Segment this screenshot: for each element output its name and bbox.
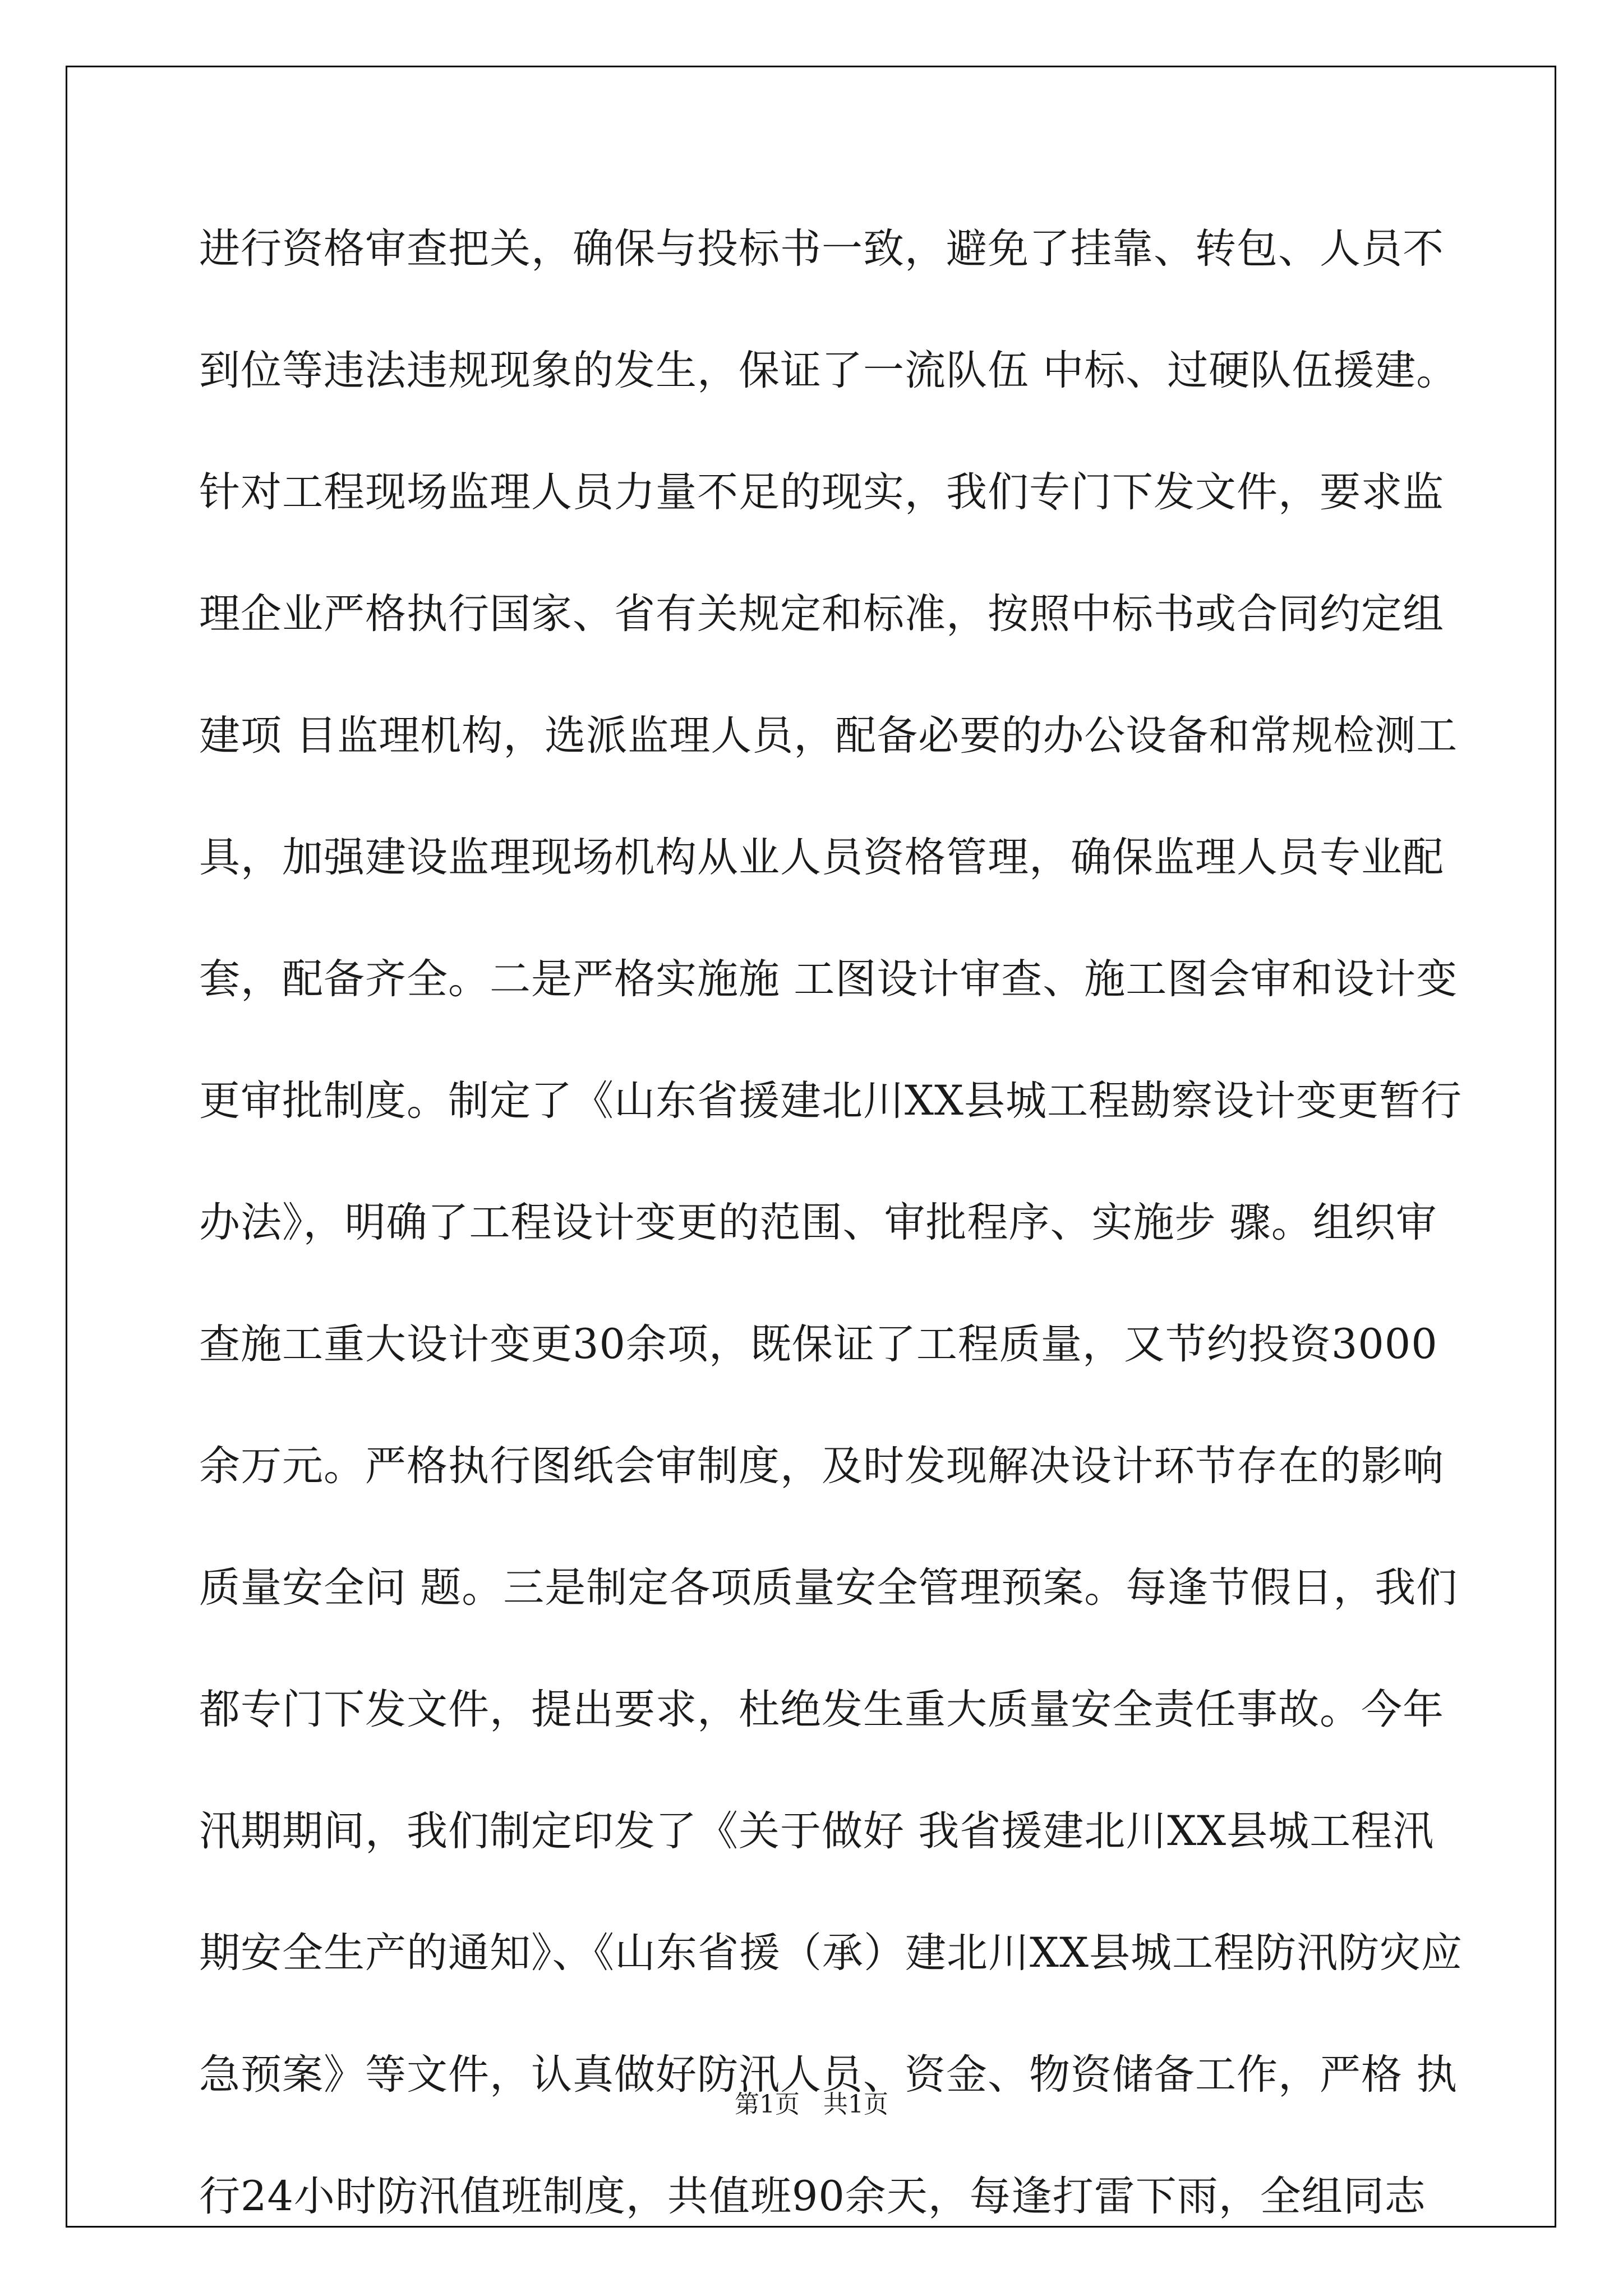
body-line: 都专门下发文件，提出要求，杜绝发生重大质量安全责任事故。今年 xyxy=(199,1686,1444,1733)
body-line: 行24小时防汛值班制度，共值班90余天，每逢打雷下雨，全组同志 xyxy=(199,2173,1426,2220)
document-body xyxy=(199,215,1463,2285)
body-line: 进行资格审查把关，确保与投标书一致，避免了挂靠、转包、人员不 xyxy=(199,225,1444,273)
body-line: 急预案》等文件，认真做好防汛人员、资金、物资储备工作，严格 执 xyxy=(199,2051,1458,2099)
body-line: 理企业严格执行国家、省有关规定和标准，按照中标书或合同约定组 xyxy=(199,590,1444,638)
body-line: 建项 目监理机构，选派监理人员，配备必要的办公设备和常规检测工 xyxy=(199,712,1458,760)
body-line: 具，加强建设监理现场机构从业人员资格管理，确保监理人员专业配 xyxy=(199,834,1444,881)
body-line: 套，配备齐全。二是严格实施施 工图设计审查、施工图会审和设计变 xyxy=(199,955,1458,1003)
body-line: 到位等违法违规现象的发生，保证了一流队伍 中标、过硬队伍援建。 xyxy=(199,347,1458,394)
body-line: 针对工程现场监理人员力量不足的现实，我们专门下发文件，要求监 xyxy=(199,468,1444,516)
page-footer: 第1页 共1页 xyxy=(735,2090,888,2119)
body-line: 更审批制度。制定了《山东省援建北川XX县城工程勘察设计变更暂行 xyxy=(199,1077,1462,1125)
body-line: 期安全生产的通知》、《山东省援（承）建北川XX县城工程防汛防灾应 xyxy=(199,1929,1463,1977)
body-line: 汛期期间，我们制定印发了《关于做好 我省援建北川XX县城工程汛 xyxy=(199,1807,1435,1855)
body-line: 余万元。严格执行图纸会审制度，及时发现解决设计环节存在的影响 xyxy=(199,1442,1444,1490)
body-line: 查施工重大设计变更30余项，既保证了工程质量，又节约投资3000 xyxy=(199,1320,1438,1368)
body-line: 办法》，明确了工程设计变更的范围、审批程序、实施步 骤。组织审 xyxy=(199,1199,1437,1246)
body-line: 质量安全问 题。三是制定各项质量安全管理预案。每逢节假日，我们 xyxy=(199,1564,1458,1612)
